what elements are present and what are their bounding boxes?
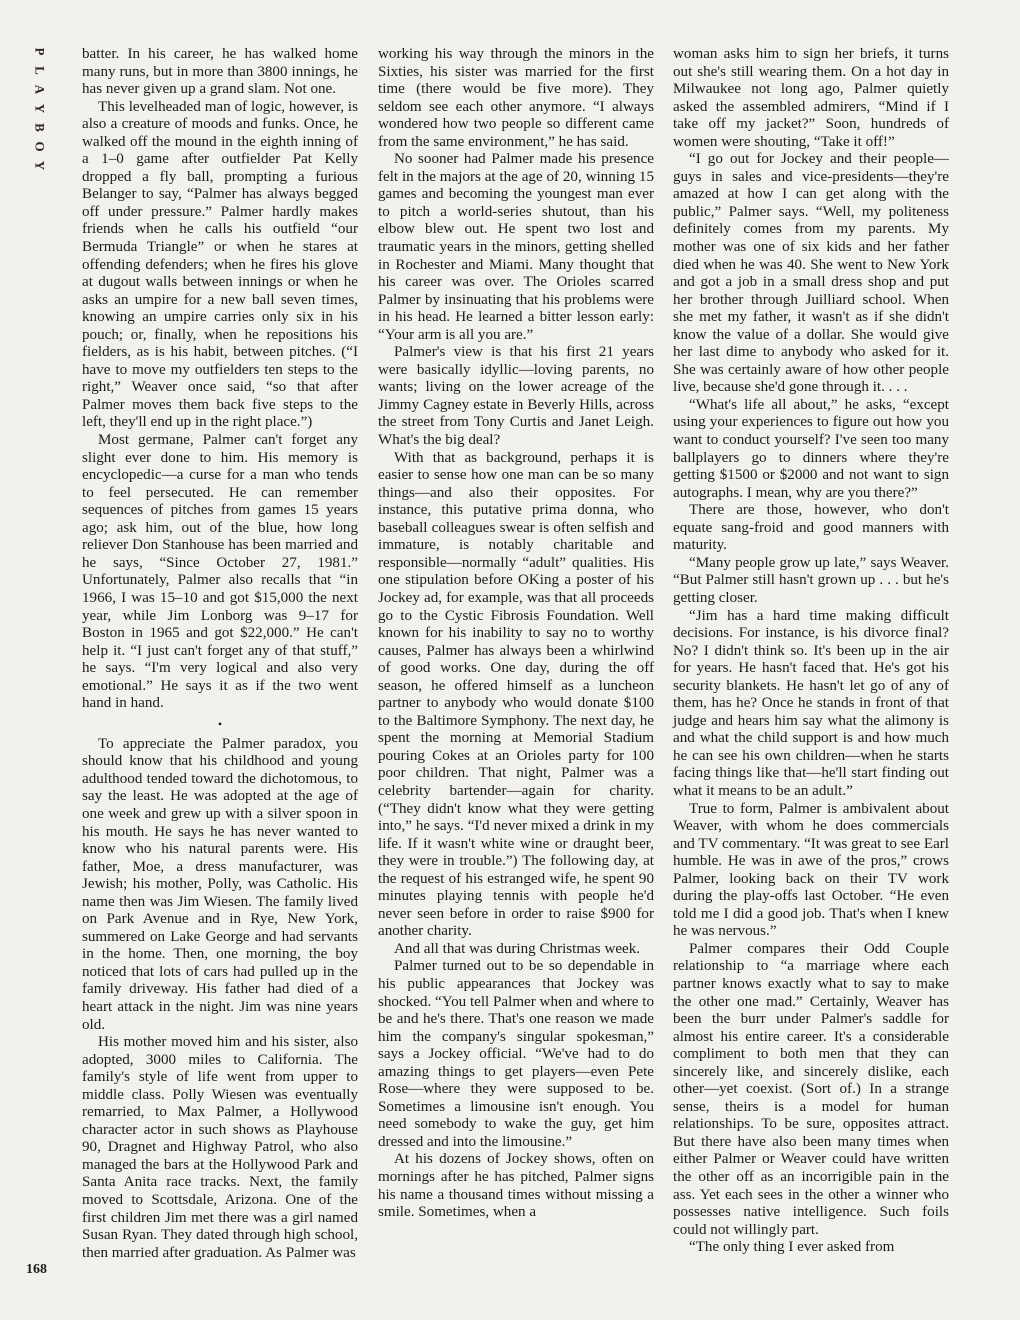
paragraph: Palmer compares their Odd Couple relationship to “a marriage where each partner knows exactly what to say to make the other one mad.” Certainly, Weaver has been the burr under Palmer's saddle for almost his entire career. It's a considerable compliment to both men that they can sincerely like, and sincerely dislike, each other—yet coexist. (Sort of.) In a strange sense, theirs is a model for human relationships. To be sure, opposites attract. But there have also been many times when either Palmer or Weaver could have written the other off as an incorrigible pain in the ass. Yet each sees in the other a winner who possesses native intelligence. Such foils could not willingly part. <box>673 940 949 1238</box>
running-head-letter: Y <box>32 103 48 114</box>
paragraph: There are those, however, who don't equate sang-froid and good manners with maturity. <box>673 502 949 554</box>
paragraph: To appreciate the Palmer paradox, you should know that his childhood and young adulthood tended toward the dichotomous, to say the least. He was adopted at the age of one week and grew up with a silver spoon in his mouth. He says he has never wanted to know who his natural parents were. His father, Moe, a dress manufacturer, was Jewish; his mother, Polly, was Catholic. His name then was Jim Wiesen. The family lived on Park Avenue and in Rye, New York, summered on Lake George and had servants in the home. Then, one morning, the boy noticed that lots of cars had pulled up in the family driveway. His father had died of a heart attack in the night. Jim was nine years old. <box>82 735 358 1033</box>
running-head-letter: O <box>32 141 48 152</box>
paragraph: woman asks him to sign her briefs, it turns out she's still wearing them. On a hot day in Milwaukee not long ago, Palmer quietly asked the assembled admirers, “Mind if I take off my jacket?” Soon, hundreds of women were shouting, “Take it off!” <box>673 46 949 150</box>
running-head-letter: Y <box>32 160 48 171</box>
page-number: 168 <box>26 1262 47 1277</box>
paragraph: batter. In his career, he has walked home many runs, but in more than 3800 innings, he has never given up a grand slam. Not one. <box>82 46 358 98</box>
paragraph: “Jim has a hard time making difficult decisions. For instance, is his divorce final? No? I didn't think so. It's been up in the air for years. He hasn't faced that. He's got his security blankets. He hasn't let go of any of them, has he? Once he stands in front of that judge and hears him say what the alimony is and what the child support is and how much he can see his own children—when he starts facing things like that—he'll start finding out what it means to be an adult.” <box>673 607 949 799</box>
paragraph: Most germane, Palmer can't forget any slight ever done to him. His memory is encyclopedic—a curse for a man who tends to feel persecuted. He can remember sequences of pitches from games 15 years ago; ask him, out of the blue, how long reliever Don Stanhouse has been married and he says, “Since October 27, 1981.” Unfortunately, Palmer also recalls that “in 1966, I was 15–10 and got $15,000 the next year, while Jim Lonborg was 9–17 for Boston in 1965 and got $22,000.” He can't help it. “I just can't forget any of that stuff,” he says. “I'm very logical and also very emotional.” He says it as if the two went hand in hand. <box>82 432 358 712</box>
paragraph: working his way through the minors in the Sixties, his sister was married for the first time (there would be five more). They seldom see each other anymore. “I always wondered how two people so different came from the same environment,” he has said. <box>378 46 654 150</box>
running-head-letter: L <box>32 66 48 75</box>
running-head-letter: A <box>32 84 48 95</box>
paragraph: At his dozens of Jockey shows, often on mornings after he has pitched, Palmer signs his name a thousand times without missing a smile. Sometimes, when a <box>378 1151 654 1221</box>
running-head-magazine-name <box>30 42 50 175</box>
text-column-3 <box>673 46 949 1257</box>
paragraph: “What's life all about,” he asks, “except using your experiences to figure out how you want to conduct yourself? I've seen too many ballplayers go to dinners where they're getting $1500 or $2000 and not want to sign autographs. I mean, why are you there?” <box>673 396 949 501</box>
running-head-letter: B <box>32 123 48 132</box>
paragraph: “I go out for Jockey and their people—guys in sales and vice-presidents—they're amazed at how I can get along with the public,” Palmer says. “Well, my politeness definitely comes from my parents. My mother was one of six kids and her father died when he was 40. She went to New York and got a job in a small dress shop and put her brother through Juilliard school. When she met my father, it wasn't as if she didn't know the value of a dollar. She would give her last dime to anybody who asked for it. She was certainly aware of how other people live, because she'd gone through it. . . . <box>673 151 949 396</box>
text-column-2 <box>378 46 654 1222</box>
paragraph: “The only thing I ever asked from <box>689 1239 895 1256</box>
running-head-letter: P <box>32 47 48 56</box>
paragraph: True to form, Palmer is ambivalent about Weaver, with whom he does commercials and TV commentary. “It was great to see Earl humble. He was in awe of the pros,” crows Palmer, looking back on their TV work during the play-offs last October. “He even told me I did a good job. That's when I knew he was nervous.” <box>673 800 949 940</box>
paragraph: No sooner had Palmer made his presence felt in the majors at the age of 20, winning 15 games and becoming the youngest man ever to pitch a world-series shutout, than his elbow blew out. He spent two lost and traumatic years in the minors, getting shelled in Rochester and Miami. Many thought that his career was over. The Orioles scarred Palmer by insinuating that his problems were in his head. He learned a bitter lesson early: “Your arm is all you are.” <box>378 151 654 343</box>
text-column-1 <box>82 46 358 1262</box>
section-bullet: • <box>217 716 223 731</box>
paragraph: “Many people grow up late,” says Weaver. “But Palmer still hasn't grown up . . . but he's getting closer. <box>673 554 949 606</box>
paragraph: Palmer's view is that his first 21 years were basically idyllic—loving parents, no wants; living on the lower acreage of the Jimmy Cagney estate in Beverly Hills, across the street from Tony Curtis and Janet Leigh. What's the big deal? <box>378 344 654 449</box>
paragraph: His mother moved him and his sister, also adopted, 3000 miles to California. The family's style of life went from upper to middle class. Polly Wiesen was eventually remarried, to Max Palmer, a Hollywood character actor in such shows as Playhouse 90, Dragnet and Highway Patrol, who also managed the bars at the Hollywood Park and Santa Anita race tracks. Next, the family moved to Scottsdale, Arizona. One of the first children Jim met there was a girl named Susan Ryan. They dated through high school, then married after graduation. As Palmer was <box>82 1034 358 1261</box>
paragraph: And all that was during Christmas week. <box>394 940 641 957</box>
paragraph: Palmer turned out to be so dependable in his public appearances that Jockey was shocked. “You tell Palmer when and where to be and he's there. That's one reason we made him the company's singular spokesman,” says a Jockey official. “We've had to do amazing things to get players—even Pete Rose—where they were supposed to be. Sometimes a limousine isn't enough. You need somebody to wake the guy, get him dressed and into the limousine.” <box>378 958 654 1150</box>
paragraph: With that as background, perhaps it is easier to sense how one man can be so many things—and also their opposites. For instance, this putative prima donna, who baseball colleagues swear is often selfish and immature, is notably charitable and responsible—normally “adult” qualities. His one stipulation before OKing a poster of his Jockey ad, for example, was that all proceeds go to the Cystic Fibrosis Foundation. Well known for his inability to say no to worthy causes, Palmer has always been a whirlwind of good works. One day, during the off season, he offered himself as a luncheon partner to anybody who would donate $100 to the Baltimore Symphony. The next day, he spent the morning at Memorial Stadium pouring Cokes at an Orioles party for 100 poor children. That night, Palmer was a celebrity bartender—again for charity. (“They didn't know what they were getting into,” he says. “I'd never mixed a drink in my life. If it wasn't white wine or draught beer, they were in trouble.”) The following day, at the request of his estranged wife, he spent 90 minutes playing tennis with people he'd never seen before in order to raise $900 for another charity. <box>378 449 654 940</box>
paragraph: This levelheaded man of logic, however, is also a creature of moods and funks. Once, he walked off the mound in the eighth inning of a 1–0 game after outfielder Pat Kelly dropped a fly ball, prompting a furious Belanger to say, “Palmer has always begged off under pressure.” Palmer hardly makes friends when he calls his outfield “our Bermuda Triangle” or when he stares at offending defenders; when he fires his glove at dugout walls between innings or when he asks an umpire for a new ball seven times, knowing an umpire carries only six in his pouch; or, finally, when he repositions his fielders, as is his habit, between pitches. (“I have to move my outfielders ten steps to the right,” Weaver once said, “so that after Palmer moves them back five steps to the left, they'll end up in the right place.”) <box>82 98 358 431</box>
